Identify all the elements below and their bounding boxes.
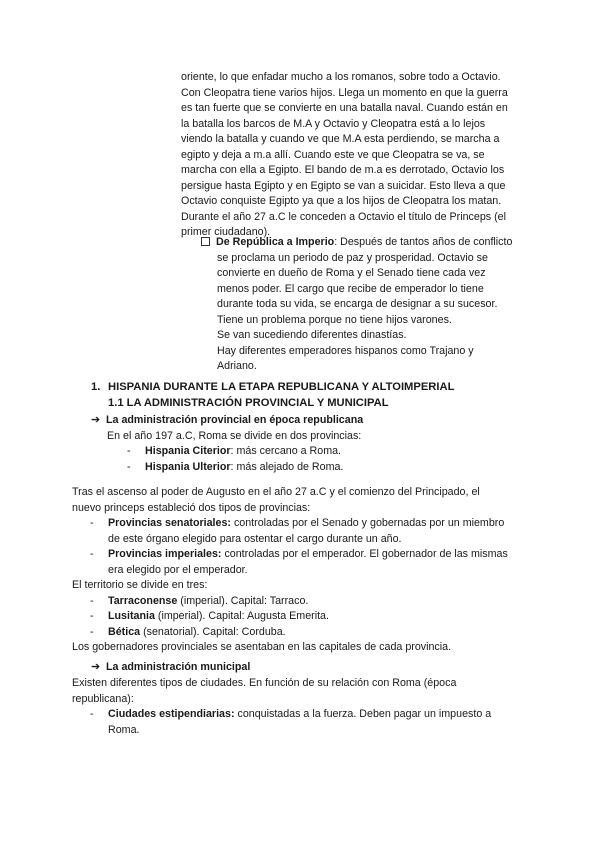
bullet-dash: - <box>127 460 131 473</box>
bullet-dash: - <box>90 708 94 720</box>
item-line: Tiene un problema porque no tiene hijos varones. <box>217 313 452 326</box>
paragraph-line: Con Cleopatra tiene varios hijos. Llega un momento en que la guerra <box>181 86 508 99</box>
paragraph-line: la batalla los barcos de M.A y Octavio y Cleopatra está a lo lejos <box>181 117 486 130</box>
province-name: Hispania Ulterior <box>145 460 231 473</box>
paragraph-line: nuevo princeps estableció dos tipos de provincias: <box>72 501 311 514</box>
provincial-section <box>91 413 363 475</box>
territory-name: Lusitania <box>108 610 155 622</box>
bullet-dash: - <box>90 610 94 622</box>
closing-line: Los gobernadores provinciales se asentaban en las capitales de cada provincia. <box>72 641 452 653</box>
type-desc: controladas por el Senado y gobernadas por un miembro <box>230 517 505 529</box>
province-name: Hispania Citerior <box>145 445 231 457</box>
bullet-dash: - <box>90 625 94 638</box>
type-desc-cont: de este órgano elegido para ostentar el cargo durante un año. <box>108 532 402 545</box>
city-type-desc: conquistadas a la fuerza. Deben pagar un impuesto a <box>234 708 492 720</box>
territory-desc: (senatorial). Capital: Corduba. <box>140 625 286 638</box>
list-item <box>91 460 363 476</box>
section-heading <box>91 380 454 411</box>
item-line: Hay diferentes emperadores hispanos como Trajano y <box>217 344 474 357</box>
item-line: Se van sucediendo diferentes dinastías. <box>217 329 407 341</box>
checkbox-list-item <box>201 235 512 375</box>
paragraph-line: viendo la batalla y cuando ve que M.A esta perdiendo, se marcha a <box>181 133 500 145</box>
province-desc: : más cercano a Roma. <box>230 445 342 457</box>
subheading-title: 1.1 LA ADMINISTRACIÓN PROVINCIAL Y MUNICIPAL <box>108 396 389 409</box>
augusto-section <box>72 485 508 656</box>
paragraph-line: Octavio conquiste Egipto ya que a los hijos de Cleopatra los matan. <box>181 195 502 207</box>
checkbox-icon[interactable] <box>201 237 210 246</box>
paragraph-line: egipto y deja a m.a allí. Cuando este ve que Cleopatra se va, se <box>181 148 485 161</box>
type-name: Provincias imperiales: <box>108 548 222 560</box>
municipal-body <box>72 676 491 738</box>
arrow-right-icon: ➔ <box>91 661 101 673</box>
item-line: se proclama un periodo de paz y prosperidad. Octavio se <box>217 251 488 264</box>
paragraph-line: primer ciudadano). <box>181 226 271 238</box>
type-desc-cont: era elegido por el emperador. <box>108 563 248 576</box>
heading-number: 1. <box>91 381 101 393</box>
territory-name: Tarraconense <box>108 594 178 607</box>
heading-title: HISPANIA DURANTE LA ETAPA REPUBLICANA Y ALTOIMPERIAL <box>108 381 455 393</box>
territory-name: Bética <box>108 625 141 638</box>
provincial-title: La administración provincial en época republicana <box>106 414 364 426</box>
octavio-paragraph <box>181 70 508 241</box>
list-item <box>72 625 508 641</box>
list-item <box>72 594 508 610</box>
arrow-right-icon: ➔ <box>91 414 101 426</box>
provincial-intro: En el año 197 a.C, Roma se divide en dos provincias: <box>107 429 362 442</box>
bullet-dash: - <box>127 445 131 457</box>
territory-desc: (imperial). Capital: Tarraco. <box>177 594 309 607</box>
item-line: Adriano. <box>217 360 257 372</box>
list-item <box>72 516 508 532</box>
item-title: De República a Imperio <box>216 236 335 248</box>
bullet-dash: - <box>90 517 94 529</box>
list-item <box>91 444 363 460</box>
list-item <box>72 609 508 625</box>
city-type-name: Ciudades estipendiarias: <box>108 708 235 720</box>
territory-desc: (imperial). Capital: Augusta Emerita. <box>154 610 329 622</box>
item-line: durante toda su vida, se encarga de designar a su sucesor. <box>217 298 498 310</box>
paragraph-line: Durante el año 27 a.C le conceden a Octavio el título de Princeps (el <box>181 210 506 223</box>
item-line: convierte en dueño de Roma y el Senado tiene cada vez <box>217 267 486 279</box>
list-item <box>72 707 491 723</box>
municipal-title: La administración municipal <box>106 661 251 673</box>
paragraph-line: oriente, lo que enfadar mucho a los romanos, sobre todo a Octavio. <box>181 71 501 83</box>
bullet-dash: - <box>90 548 94 560</box>
bullet-dash: - <box>90 594 94 607</box>
paragraph-line: persigue hasta Egipto y en Egipto se van a suicidar. Esto lleva a que <box>181 179 506 192</box>
type-desc: controladas por el emperador. El gobernador de las mismas <box>221 548 508 560</box>
type-name: Provincias senatoriales: <box>108 517 231 529</box>
item-line: menos poder. El cargo que recibe de emperador lo tiene <box>217 282 484 295</box>
province-desc: : más alejado de Roma. <box>230 460 344 473</box>
item-continuation <box>201 251 512 375</box>
paragraph-line: Existen diferentes tipos de ciudades. En función de su relación con Roma (época <box>72 677 457 689</box>
territory-intro: El territorio se divide en tres: <box>72 579 208 591</box>
municipal-section <box>91 660 250 676</box>
paragraph-line: marcha con ella a Egipto. El bando de m.a es derrotado, Octavio los <box>181 164 505 176</box>
item-text: : Después de tantos años de conflicto <box>334 236 513 248</box>
paragraph-line: Tras el ascenso al poder de Augusto en el año 27 a.C y el comienzo del Principado, el <box>72 486 480 498</box>
paragraph-line: republicana): <box>72 692 134 705</box>
city-type-desc-cont: Roma. <box>108 723 140 736</box>
paragraph-line: es tan fuerte que se convierte en una batalla naval. Cuando están en <box>181 102 508 114</box>
list-item <box>72 547 508 563</box>
